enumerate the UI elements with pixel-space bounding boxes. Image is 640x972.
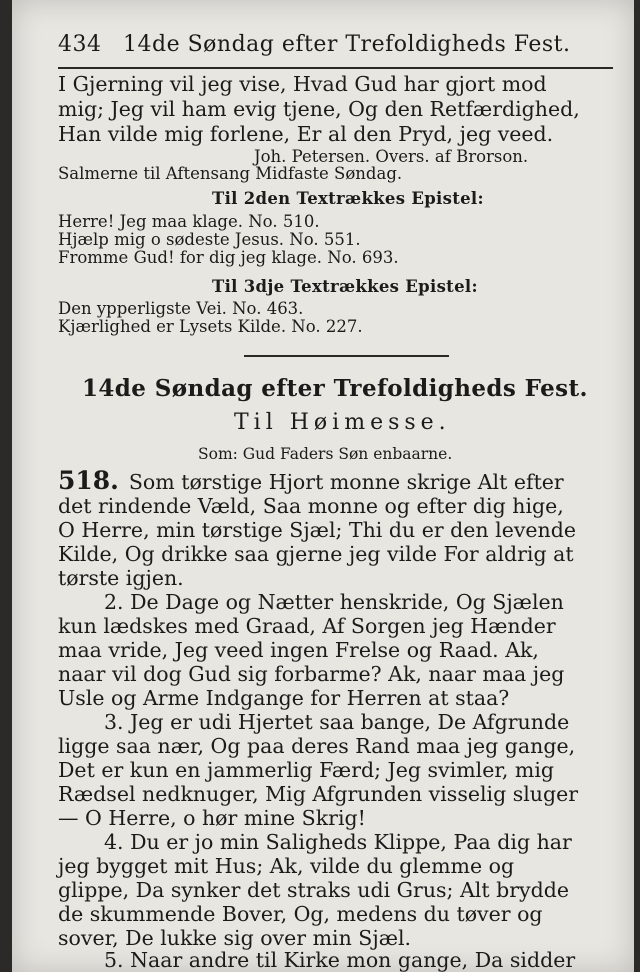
hymn-line: Det er kun en jammerlig Færd; Jeg svimler, mig <box>58 758 555 782</box>
hymn-line: sover, De lukke sig over min Sjæl. <box>58 926 412 950</box>
hymn-line: 4. Du er jo min Saligheds Klippe, Paa dig har <box>104 830 572 854</box>
text-line: Han vilde mig forlene, Er al den Pryd, jeg veed. <box>58 122 554 146</box>
hymn-line: ligge saa nær, Og paa deres Rand maa jeg gange, <box>58 734 576 758</box>
hymn-reference: Herre! Jeg maa klage. No. 510. <box>58 212 320 231</box>
section-heading: Til 2den Textrækkes Epistel: <box>212 189 484 208</box>
hymn-reference: Den ypperligste Vei. No. 463. <box>58 299 304 318</box>
header-rule <box>58 67 613 69</box>
melody-note: Som: Gud Faders Søn enbaarne. <box>198 445 453 463</box>
hymn-line: O Herre, min tørstige Sjæl; Thi du er den levende <box>58 518 576 542</box>
hymn-line: 5. Naar andre til Kirke mon gange, Da sidder <box>104 948 576 972</box>
section-title: 14de Søndag efter Trefoldigheds Fest. <box>82 375 588 402</box>
text-line: mig; Jeg vil ham evig tjene, Og den Retfærdighed, <box>58 97 580 121</box>
hymn-line: kun lædskes med Graad, Af Sorgen jeg Hænder <box>58 614 556 638</box>
hymn-reference: Kjærlighed er Lysets Kilde. No. 227. <box>58 317 363 336</box>
hymn-line: jeg bygget mit Hus; Ak, vilde du glemme og <box>58 854 515 878</box>
hymn-line: — O Herre, o hør mine Skrig! <box>58 806 366 830</box>
service-subtitle: Til Høimesse. <box>234 410 451 435</box>
hymn-line: Kilde, Og drikke saa gjerne jeg vilde For aldrig at <box>58 542 574 566</box>
hymn-reference: Fromme Gud! for dig jeg klage. No. 693. <box>58 248 399 267</box>
hymn-attribution: Joh. Petersen. Overs. af Brorson. <box>254 147 529 166</box>
running-header <box>58 32 570 57</box>
vesper-note: Salmerne til Aftensang Midfaste Søndag. <box>58 164 403 183</box>
hymn-line: maa vride, Jeg veed ingen Frelse og Raad. Ak, <box>58 638 539 662</box>
hymn-line: naar vil dog Gud sig forbarme? Ak, naar maa jeg <box>58 662 565 686</box>
hymn-line: glippe, Da synker det straks udi Grus; Alt brydde <box>58 878 569 902</box>
hymn-line: 2. De Dage og Nætter henskride, Og Sjælen <box>104 590 564 614</box>
hymn-number: 518. <box>58 466 119 495</box>
hymn-line: tørste igjen. <box>58 566 184 590</box>
running-title: 14de Søndag efter Trefoldigheds Fest. <box>123 32 571 57</box>
book-page <box>12 0 634 972</box>
hymn-line: Rædsel nedknuger, Mig Afgrunden visselig sluger <box>58 782 579 806</box>
hymn-reference: Hjælp mig o sødeste Jesus. No. 551. <box>58 230 361 249</box>
hymn-line: 3. Jeg er udi Hjertet saa bange, De Afgrunde <box>104 710 570 734</box>
hymn-line: det rindende Væld, Saa monne og efter dig hige, <box>58 494 564 518</box>
section-heading: Til 3dje Textrækkes Epistel: <box>212 277 478 296</box>
section-divider <box>244 355 449 357</box>
hymn-first-line: 518. Som tørstige Hjort monne skrige Alt efter <box>58 466 564 495</box>
hymn-line: de skummende Bover, Og, medens du tøver og <box>58 902 543 926</box>
text-line: I Gjerning vil jeg vise, Hvad Gud har gjort mod <box>58 72 547 96</box>
hymn-line: Usle og Arme Indgange for Herren at staa? <box>58 686 510 710</box>
page-number: 434 <box>58 32 102 57</box>
